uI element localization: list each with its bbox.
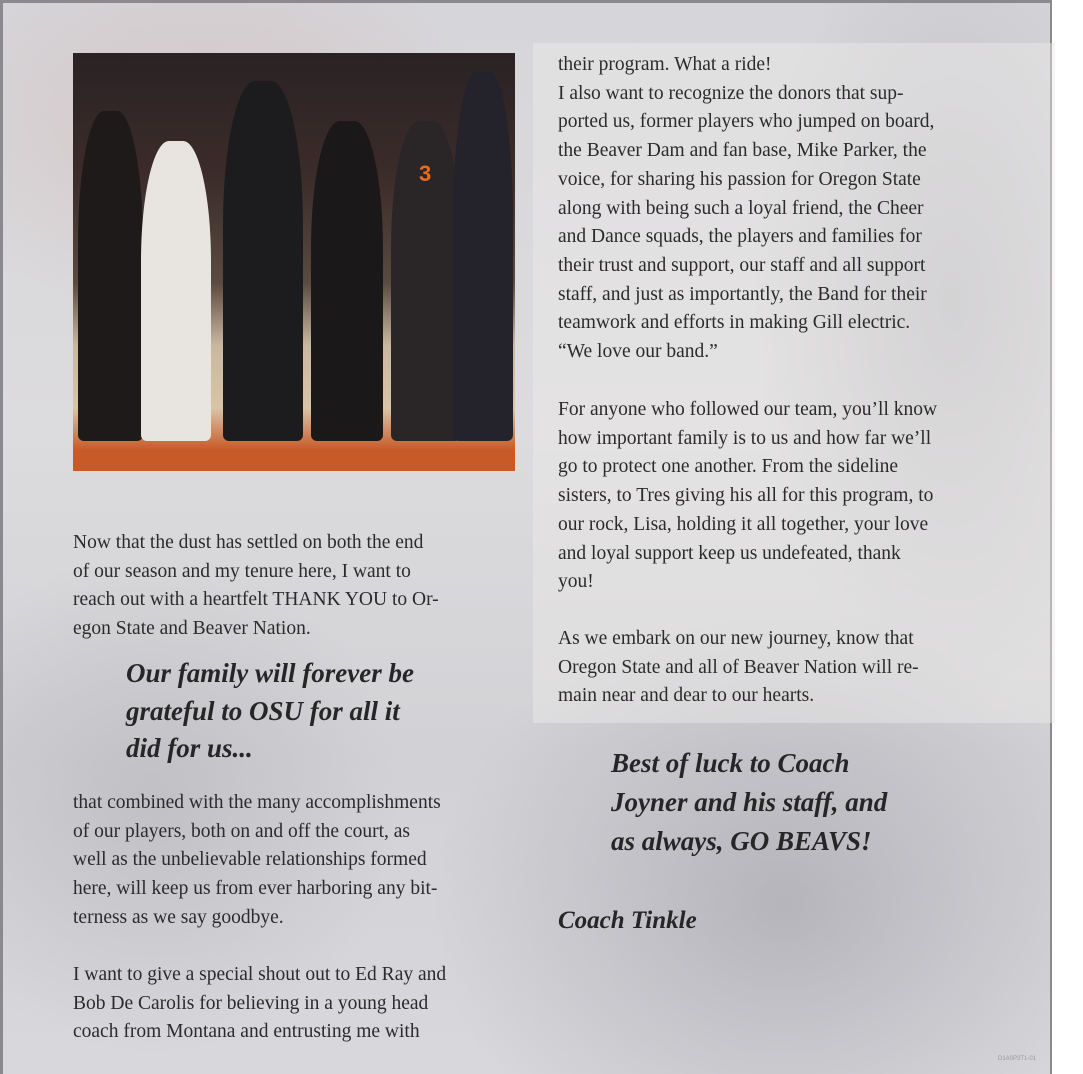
text-line: For anyone who followed our team, you’ll know bbox=[558, 399, 938, 420]
text-line: the Beaver Dam and fan base, Mike Parker, the bbox=[558, 140, 927, 162]
closing-quote-line: as always, GO BEAVS! bbox=[611, 826, 872, 856]
text-line: voice, for sharing his passion for Oregon State bbox=[558, 168, 921, 190]
pull-quote-line: Our family will forever be bbox=[126, 658, 414, 688]
text-line: staff, and just as importantly, the Band for their bbox=[558, 283, 927, 305]
text-line: go to protect one another. From the sideline bbox=[558, 456, 899, 478]
text-line: along with being such a loyal friend, the Cheer bbox=[558, 197, 924, 219]
text-line: reach out with a heartfelt THANK YOU to Or- bbox=[73, 589, 439, 611]
text-line: and Dance squads, the players and families for bbox=[558, 226, 922, 248]
team-family-photo bbox=[73, 53, 515, 471]
text-line: of our players, both on and off the court, as bbox=[73, 820, 411, 842]
text-line: and loyal support keep us undefeated, thank bbox=[558, 542, 901, 564]
text-line: our rock, Lisa, holding it all together, your love bbox=[558, 513, 929, 535]
person bbox=[453, 71, 513, 441]
text-line: main near and dear to our hearts. bbox=[558, 685, 815, 707]
text-line: teamwork and efforts in making Gill electric. bbox=[558, 312, 911, 334]
text-line: how important family is to us and how far we’ll bbox=[558, 427, 932, 449]
person bbox=[78, 111, 143, 441]
footer-code: D1A0P3T1-01 bbox=[998, 1056, 1037, 1062]
text-line: As we embark on our new journey, know that bbox=[558, 628, 914, 649]
text-line: “We love our band.” bbox=[558, 341, 718, 362]
jersey-number: 3 bbox=[419, 161, 432, 186]
text-line: Bob De Carolis for believing in a young head bbox=[73, 992, 429, 1014]
text-line: Now that the dust has settled on both the end bbox=[73, 532, 424, 553]
pull-quote-line: grateful to OSU for all it bbox=[126, 695, 400, 726]
text-line: coach from Montana and entrusting me with bbox=[73, 1021, 420, 1043]
text-line: sisters, to Tres giving his all for this program, to bbox=[558, 485, 934, 507]
text-line: I also want to recognize the donors that sup- bbox=[558, 82, 904, 104]
text-line: I want to give a special shout out to Ed Ray and bbox=[73, 964, 447, 985]
text-line: here, will keep us from ever harboring any bit- bbox=[73, 878, 438, 900]
text-line: you! bbox=[558, 571, 594, 593]
text-line: that combined with the many accomplishments bbox=[73, 792, 441, 813]
text-line: terness as we say goodbye. bbox=[73, 906, 284, 928]
person bbox=[141, 141, 211, 441]
person bbox=[311, 121, 383, 441]
text-line: ported us, former players who jumped on board, bbox=[558, 111, 935, 133]
person bbox=[223, 81, 303, 441]
text-line: their program. What a ride! bbox=[558, 54, 772, 75]
signature: Coach Tinkle bbox=[558, 907, 697, 934]
closing-quote-line: Joyner and his staff, and bbox=[611, 787, 888, 817]
closing-quote-line: Best of luck to Coach bbox=[611, 748, 850, 778]
text-line: egon State and Beaver Nation. bbox=[73, 618, 311, 640]
text-line: their trust and support, our staff and all support bbox=[558, 254, 926, 276]
pull-quote-line: did for us... bbox=[126, 733, 253, 763]
text-line: of our season and my tenure here, I want to bbox=[73, 560, 411, 582]
text-line: well as the unbelievable relationships formed bbox=[73, 849, 427, 871]
person bbox=[391, 121, 461, 441]
text-line: Oregon State and all of Beaver Nation will re- bbox=[558, 656, 919, 678]
